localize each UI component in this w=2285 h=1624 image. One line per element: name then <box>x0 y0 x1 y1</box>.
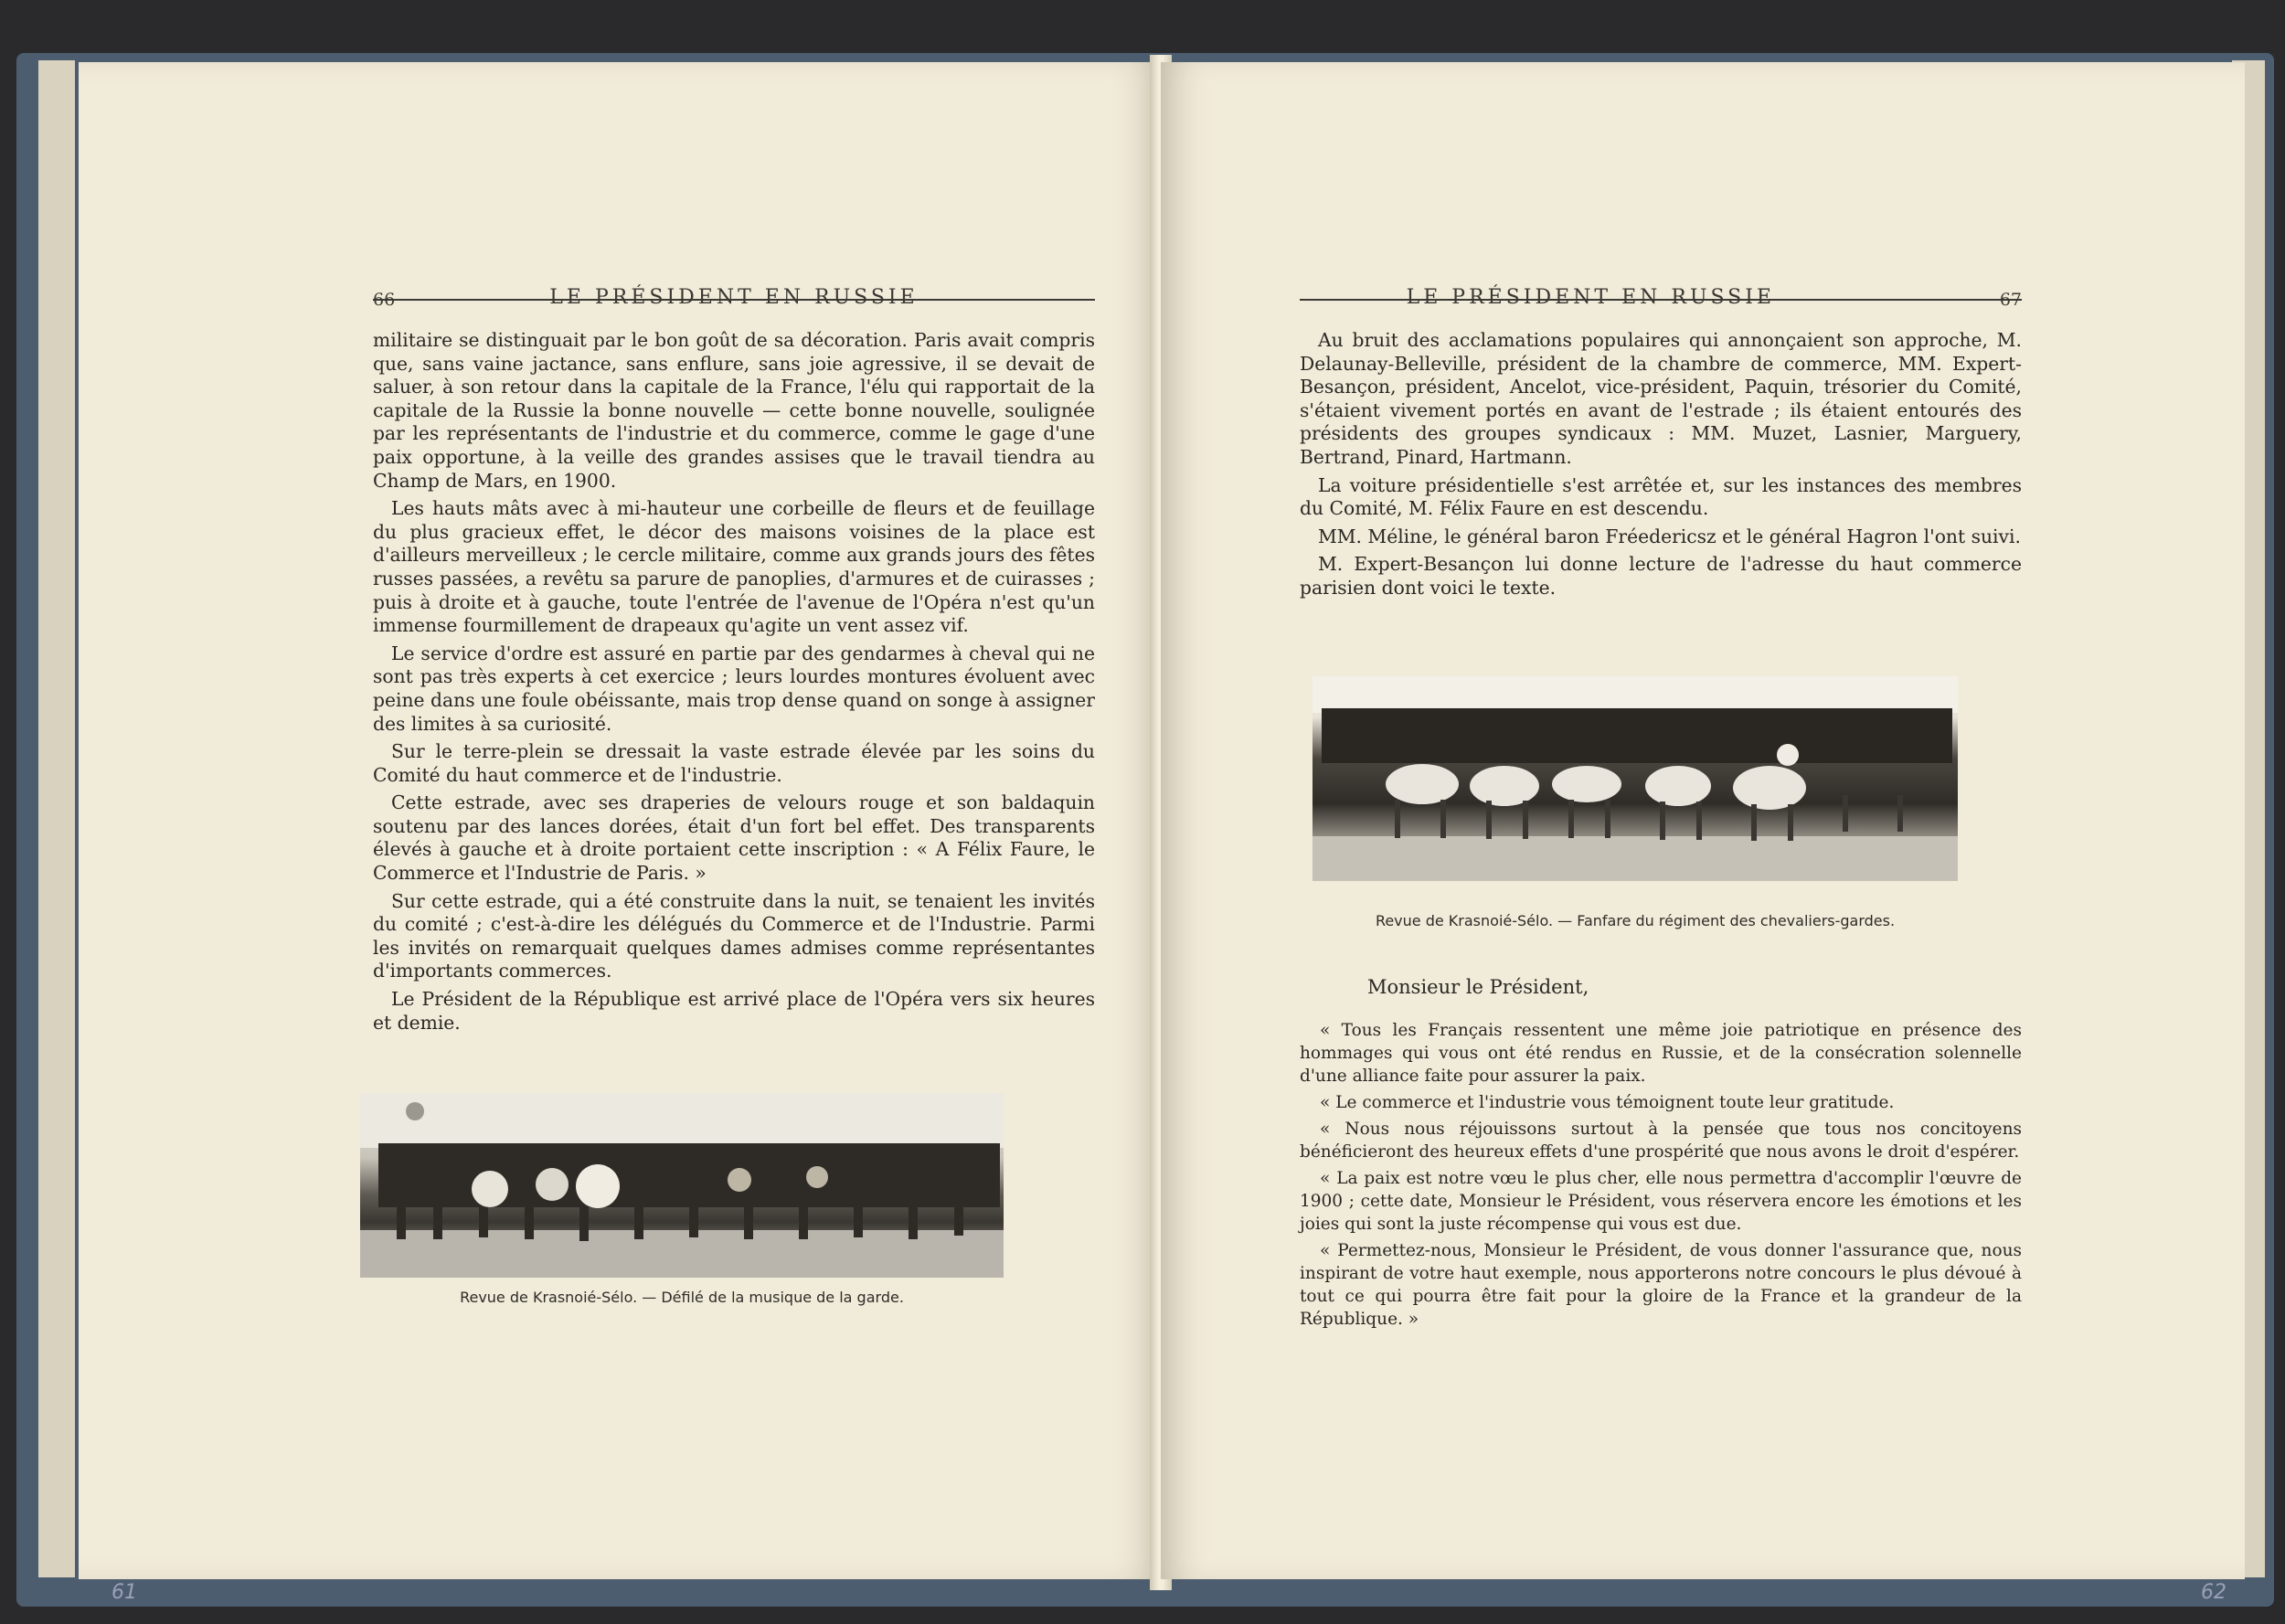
left-body-text <box>373 329 1095 1039</box>
address-letter <box>1300 1019 2022 1334</box>
paragraph: La voiture présidentielle s'est arrêtée et, sur les instances des membres du Comité, M. Félix Faure en est descendu. <box>1300 473 2022 520</box>
left-running-title: LE PRÉSIDENT EN RUSSIE <box>549 286 919 309</box>
paragraph: MM. Méline, le général baron Fréedericsz et le général Hagron l'ont suivi. <box>1318 525 2021 547</box>
letter-paragraph: « Tous les Français ressentent une même joie patriotique en présence des hommages qui vous ont été rendus en Russie, et de la consécration solennelle d'une alliance faite pour assurer la paix. <box>1300 1021 2022 1086</box>
left-photo-caption: Revue de Krasnoié-Sélo. — Défilé de la musique de la garde. <box>460 1289 904 1306</box>
letter-paragraph: « La paix est notre vœu le plus cher, elle nous permettra d'accomplir l'œuvre de 1900 ; cette date, Monsieur le Président, vous réservera encore les émotions et les joies qui sont la juste récompense qui vous est due. <box>1300 1169 2022 1234</box>
right-running-title: LE PRÉSIDENT EN RUSSIE <box>1406 286 1775 309</box>
paragraph: M. Expert-Besançon lui donne lecture de l'adresse du haut commerce parisien dont voici le texte. <box>1300 553 2022 599</box>
right-page <box>1161 62 2245 1604</box>
pencil-page-note: 61 <box>112 1581 137 1604</box>
right-body-text <box>1300 329 2022 605</box>
page-edges-left <box>38 60 75 1577</box>
left-running-head <box>373 224 1095 310</box>
paragraph: Le service d'ordre est assuré en partie par des gendarmes à cheval qui ne sont pas très experts à cet exercice ; leurs lourdes montures évoluent avec peine dans une foule obéissante, mais trop dense quand on songe à assigner des limites à sa curiosité. <box>373 642 1095 735</box>
paragraph: Cette estrade, avec ses draperies de velours rouge et son baldaquin soutenu par des lances dorées, était d'un fort bel effet. Des transparents élevés à gauche et à droite portaient cette inscription : « A Félix Faure, le Commerce et l'Industrie de Paris. » <box>373 791 1095 885</box>
letter-salutation: Monsieur le Président, <box>1367 976 1589 998</box>
letter-paragraph: « Nous nous réjouissons surtout à la pensée que tous nos concitoyens bénéficieront des heureux effets d'une prospérité que nous avons le droit d'espérer. <box>1300 1120 2022 1162</box>
paragraph: Les hauts mâts avec à mi-hauteur une corbeille de fleurs et de feuillage du plus gracieux effet, le décor des maisons voisines de la place est d'ailleurs merveilleux ; le cercle militaire, comme aux grands jours des fêtes russes passées, a revêtu sa parure de panoplies, d'armures et de cuirasses ; puis à droite et à gauche, toute l'entrée de l'avenue de l'Opéra n'est qu'un immense fourmillement de drapeaux qu'agite un vent assez vif. <box>373 497 1095 637</box>
left-page-number: 66 <box>373 290 396 310</box>
paragraph: Sur cette estrade, qui a été construite dans la nuit, se tenaient les invités du comité ; c'est-à-dire les délégués du Commerce et de l'Industrie. Parmi les invités on remarquait quelques dames admises comme représentantes d'importants commerces. <box>373 889 1095 982</box>
right-page-number: 67 <box>1999 290 2022 310</box>
paragraph: Sur le terre-plein se dressait la vaste estrade élevée par les soins du Comité du haut commerce et de l'industrie. <box>373 740 1095 786</box>
paragraph: Au bruit des acclamations populaires qui annonçaient son approche, M. Delaunay-Belleville, président de la chambre de commerce, MM. Expert-Besançon, président, Ancelot, vice-président, Paquin, trésorier du Comité, s'étaient vivement portés en avant de l'estrade ; ils étaient entourés des présidents des groupes syndicaux : MM. Muzet, Lasnier, Marguery, Bertrand, Pinard, Hartmann. <box>1300 329 2022 468</box>
paragraph: militaire se distinguait par le bon goût de sa décoration. Paris avait compris que, sans vaine jactance, sans enflure, sans joie agressive, il se devait de saluer, à son retour dans la capitale de la France, l'élu qui rapportait de la capitale de la Russie la bonne nouvelle — cette bonne nouvelle, soulignée par les représentants de l'industrie et du commerce, comme le gage d'une paix opportune, à la veille des grandes assises que le travail tiendra au Champ de Mars, en 1900. <box>373 329 1095 492</box>
photo-band-parade <box>360 1093 1004 1278</box>
photo-cavalry-fanfare <box>1313 676 1958 881</box>
right-photo-caption: Revue de Krasnoié-Sélo. — Fanfare du régiment des chevaliers-gardes. <box>1375 912 1896 929</box>
cavalry-illustration <box>1313 676 1958 881</box>
paragraph: Le Président de la République est arrivé place de l'Opéra vers six heures et demie. <box>373 988 1095 1034</box>
band-parade-illustration <box>360 1093 1004 1278</box>
letter-paragraph: « Le commerce et l'industrie vous témoignent toute leur gratitude. <box>1320 1093 1895 1112</box>
pencil-page-note-right: 62 <box>2201 1581 2227 1604</box>
letter-paragraph: « Permettez-nous, Monsieur le Président, de vous donner l'assurance que, nous inspirant de votre haut exemple, nous apporterons notre concours le plus dévoué à tout ce qui pourra être fait pour la gloire de la France et la grandeur de la République. » <box>1300 1241 2022 1329</box>
left-page <box>79 62 1161 1604</box>
right-running-head <box>1300 224 2022 310</box>
